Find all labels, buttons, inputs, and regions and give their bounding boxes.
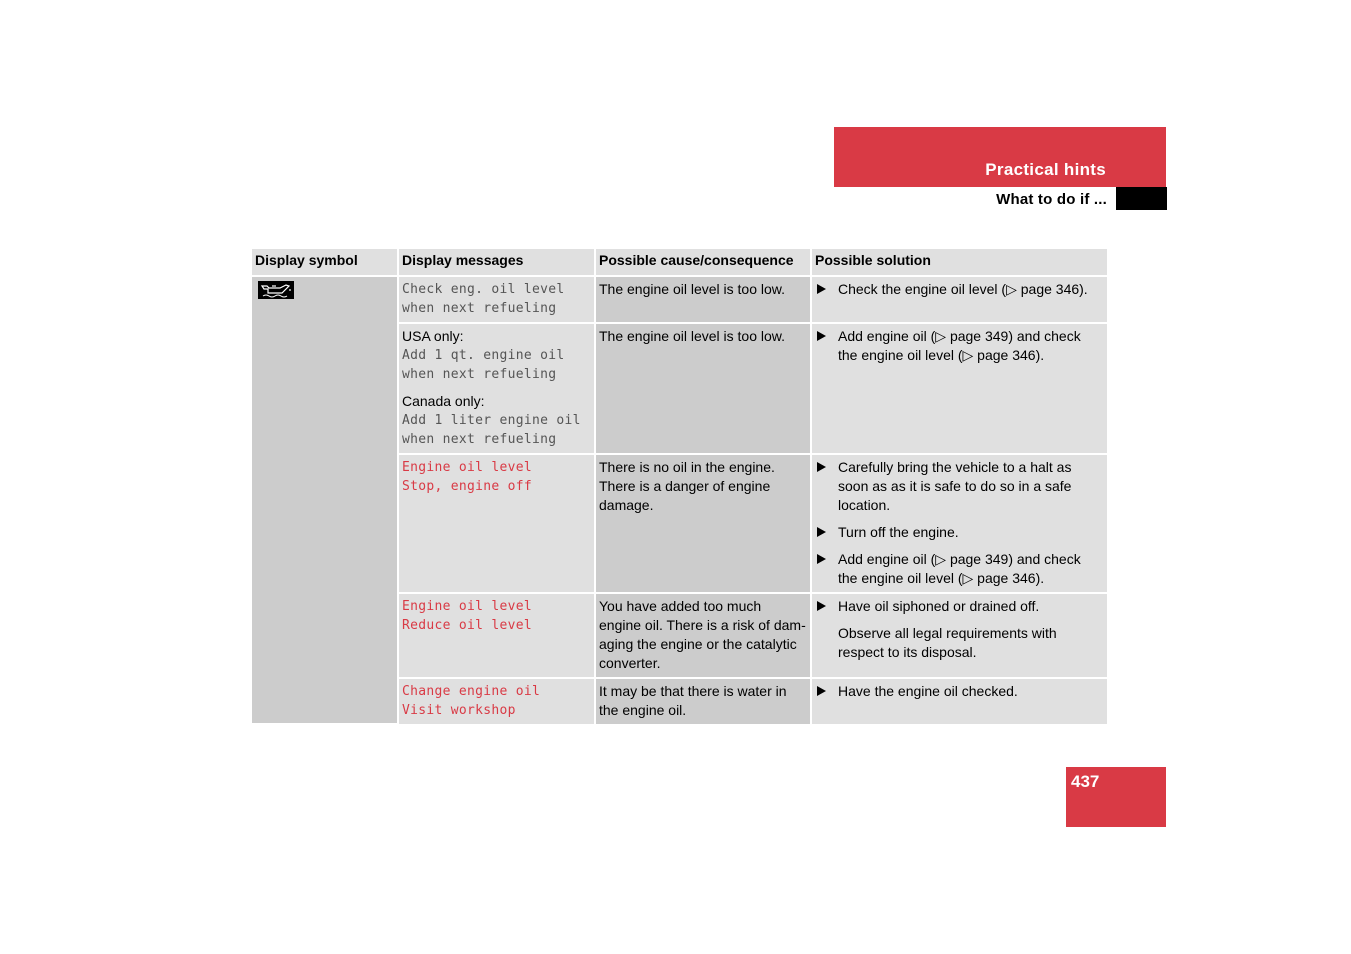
region-label-canada: Canada only: [402, 393, 485, 409]
display-messages-table [252, 249, 1107, 725]
solution-step [815, 597, 1104, 616]
display-message-line: when next refueling [402, 367, 557, 382]
column-header-possible-cause: Possible cause/consequence [595, 249, 811, 276]
warning-message-line: Stop, engine off [402, 479, 533, 494]
display-message-cell [398, 323, 595, 454]
solution-step [815, 280, 1104, 299]
section-title: Practical hints [985, 160, 1106, 179]
cause-cell [595, 454, 811, 593]
display-message-cell [398, 454, 595, 593]
cause-text: The engine oil level is too low. [599, 281, 785, 297]
solution-text: Check the engine oil level (▷ page 346). [838, 281, 1088, 297]
solution-step [815, 327, 1104, 365]
solution-step [815, 550, 1104, 588]
solution-cell [811, 678, 1107, 724]
display-message-line: when next refueling [402, 301, 557, 316]
solution-step [815, 523, 1104, 542]
column-header-possible-solution: Possible solution [811, 249, 1107, 276]
bullet-arrow-icon [817, 527, 826, 537]
bullet-arrow-icon [817, 686, 826, 696]
bullet-arrow-icon [817, 331, 826, 341]
warning-message-line: Change engine oil [402, 684, 541, 699]
column-header-display-messages: Display messages [398, 249, 595, 276]
bullet-arrow-icon [817, 284, 826, 294]
oil-can-icon [258, 281, 294, 299]
warning-message-line: Engine oil level [402, 599, 533, 614]
page-number-box [1066, 767, 1166, 827]
cause-cell [595, 276, 811, 323]
solution-cell [811, 323, 1107, 454]
cause-text: It may be that there is water in the engine oil. [599, 683, 787, 718]
bullet-arrow-icon [817, 462, 826, 472]
solution-cell [811, 454, 1107, 593]
solution-text: Have the engine oil checked. [838, 683, 1018, 699]
region-label-usa: USA only: [402, 328, 464, 344]
solution-note: Observe all legal requirements with respect to its disposal. [838, 625, 1057, 660]
cause-text: There is no oil in the engine. There is a danger of engine damage. [599, 459, 775, 513]
display-message-cell [398, 276, 595, 323]
display-message-cell [398, 593, 595, 678]
solution-step [815, 458, 1104, 515]
bullet-arrow-icon [817, 601, 826, 611]
column-header-display-symbol: Display symbol [252, 249, 398, 276]
display-symbol-cell [252, 276, 398, 724]
cause-cell [595, 593, 811, 678]
subsection-marker [1116, 187, 1167, 210]
cause-text: The engine oil level is too low. [599, 328, 785, 344]
solution-text: Add engine oil (▷ page 349) and check the engine oil level (▷ page 346). [838, 551, 1081, 586]
solution-text: Have oil siphoned or drained off. [838, 598, 1040, 614]
display-message-line: Add 1 qt. engine oil [402, 348, 565, 363]
warning-message-line: Engine oil level [402, 460, 533, 475]
solution-text: Carefully bring the vehicle to a halt as soon as as it is safe to do so in a safe location. [838, 459, 1072, 513]
warning-message-line: Visit workshop [402, 703, 516, 718]
bullet-arrow-icon [817, 554, 826, 564]
cause-cell [595, 323, 811, 454]
page-number: 437 [1071, 772, 1100, 791]
display-message-line: Add 1 liter engine oil [402, 413, 581, 428]
cause-text: You have added too much engine oil. There is a risk of dam-aging the engine or the catalytic converter. [599, 598, 806, 671]
display-message-cell [398, 678, 595, 724]
solution-step [815, 682, 1104, 701]
solution-text: Turn off the engine. [838, 524, 959, 540]
table-header-row [252, 249, 1107, 276]
warning-message-line: Reduce oil level [402, 618, 533, 633]
cause-cell [595, 678, 811, 724]
section-header-band [834, 127, 1166, 187]
display-message-line: when next refueling [402, 432, 557, 447]
solution-cell [811, 593, 1107, 678]
solution-text: Add engine oil (▷ page 349) and check the engine oil level (▷ page 346). [838, 328, 1081, 363]
display-message-line: Check eng. oil level [402, 282, 565, 297]
subsection-title: What to do if ... [996, 191, 1107, 208]
solution-cell [811, 276, 1107, 323]
table-row [252, 276, 1107, 323]
